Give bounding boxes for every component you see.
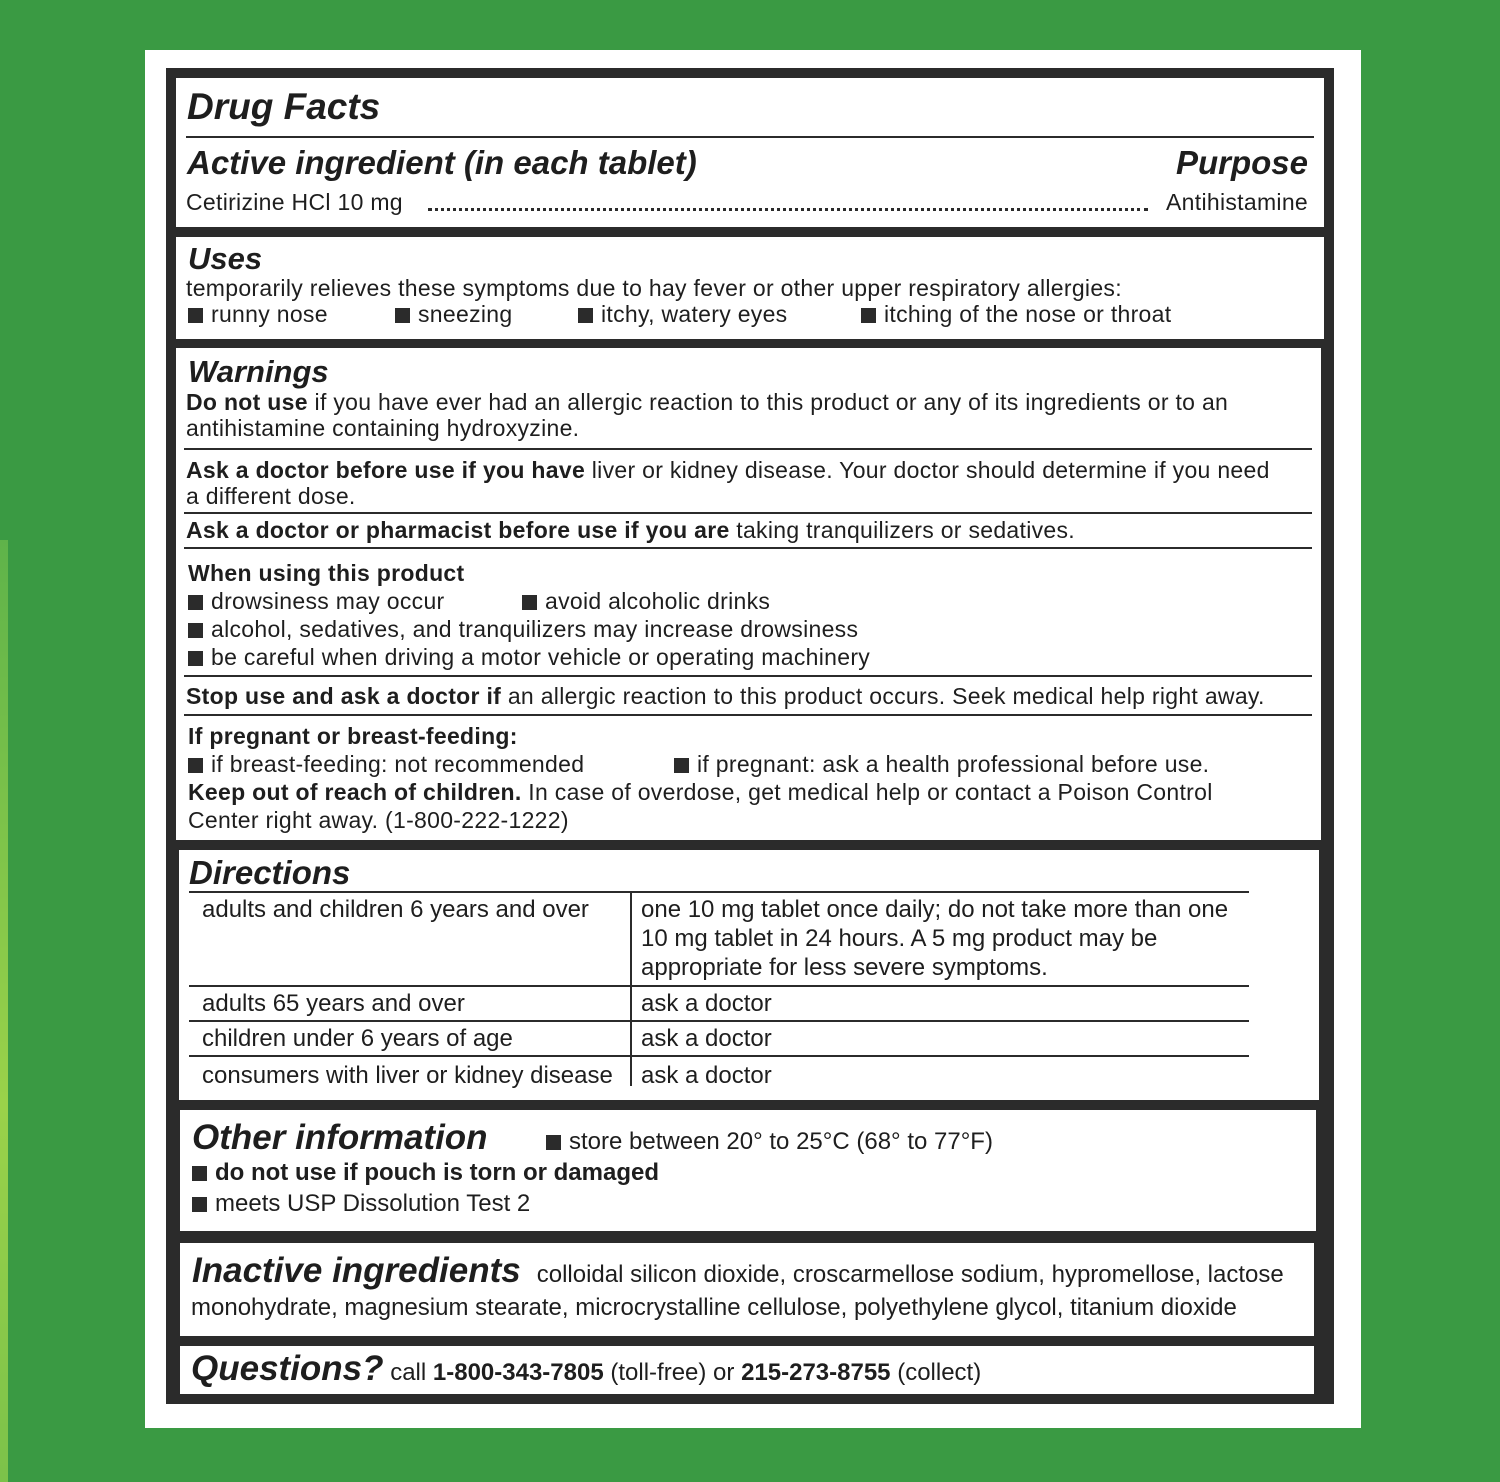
ask-doctor-line: a different dose. (186, 483, 356, 509)
dosage-who: consumers with liver or kidney disease (202, 1062, 613, 1089)
bullet-icon (674, 758, 689, 773)
uses-box (176, 237, 1324, 339)
phone-toll-free: 1-800-343-7805 (432, 1359, 604, 1386)
bullet-icon (188, 308, 203, 323)
do-not-use-line: antihistamine containing hydroxyzine. (186, 415, 580, 441)
when-using-heading: When using this product (188, 560, 465, 586)
inactive-heading: Inactive ingredients (192, 1251, 521, 1290)
pregnant-heading: If pregnant or breast-feeding: (188, 723, 518, 749)
bullet-icon (188, 623, 203, 638)
when-using-item: be careful when driving a motor vehicle or operating machinery (188, 644, 870, 671)
dosage-what: ask a doctor (641, 1025, 772, 1052)
bullet-icon (861, 308, 876, 323)
leader-dots (428, 208, 1148, 211)
bullet-icon (546, 1135, 561, 1150)
bullet-icon (192, 1197, 207, 1212)
when-using-item: avoid alcoholic drinks (522, 588, 770, 615)
bullet-icon (188, 651, 203, 666)
divider (184, 448, 1312, 450)
when-using-item: alcohol, sedatives, and tranquilizers may increase drowsiness (188, 616, 858, 643)
uses-heading: Uses (188, 241, 263, 276)
stop-use-line: Stop use and ask a doctor if an allergic reaction to this product occurs. Seek medical help right away. (186, 683, 1265, 709)
directions-heading: Directions (189, 854, 351, 891)
dosage-who: children under 6 years of age (202, 1025, 513, 1052)
dosage-what: one 10 mg tablet once daily; do not take more than one (641, 896, 1229, 923)
ingredient-purpose: Antihistamine (1166, 189, 1308, 215)
other-info-item: meets USP Dissolution Test 2 (192, 1190, 530, 1218)
when-using-item: drowsiness may occur (188, 588, 445, 615)
dosage-who: adults 65 years and over (202, 990, 465, 1017)
questions-heading: Questions? (191, 1349, 384, 1388)
bullet-icon (188, 595, 203, 610)
page-title: Drug Facts (187, 86, 381, 127)
table-rule (189, 985, 1249, 987)
bullet-icon (522, 595, 537, 610)
questions-box (180, 1346, 1314, 1394)
uses-intro: temporarily relieves these symptoms due to hay fever or other upper respiratory allergies: (186, 275, 1122, 301)
do-not-use-line: Do not use if you have ever had an allergic reaction to this product or any of its ingredients or to an (186, 389, 1229, 415)
other-info-item: do not use if pouch is torn or damaged (192, 1159, 659, 1187)
divider (186, 136, 1314, 138)
active-ingredient-box (176, 78, 1324, 227)
divider (184, 547, 1312, 549)
ask-pharmacist-line: Ask a doctor or pharmacist before use if you are taking tranquilizers or sedatives. (186, 517, 1075, 543)
table-rule (189, 891, 1249, 893)
purpose-heading: Purpose (1175, 144, 1308, 181)
pregnant-item: if breast-feeding: not recommended (188, 751, 584, 778)
uses-item: sneezing (395, 301, 512, 328)
dosage-what: ask a doctor (641, 1062, 772, 1089)
directions-box (179, 850, 1319, 1100)
uses-item: itching of the nose or throat (861, 301, 1171, 328)
bullet-icon (395, 308, 410, 323)
dosage-what: ask a doctor (641, 990, 772, 1017)
package-edge (0, 540, 8, 1482)
phone-collect: 215-273-8755 (741, 1359, 891, 1386)
dosage-what: 10 mg tablet in 24 hours. A 5 mg product may be (641, 925, 1158, 952)
dosage-what: appropriate for less severe symptoms. (641, 954, 1048, 981)
ingredient-name: Cetirizine HCl 10 mg (186, 189, 403, 215)
bullet-icon (578, 308, 593, 323)
keep-out-line: Keep out of reach of children. In case of overdose, get medical help or contact a Poison Control (188, 779, 1213, 805)
other-info-item: store between 20° to 25°C (68° to 77°F) (546, 1128, 993, 1156)
uses-item: itchy, watery eyes (578, 301, 787, 328)
table-rule (189, 1020, 1249, 1022)
keep-out-line: Center right away. (1-800-222-1222) (188, 807, 569, 833)
pregnant-item: if pregnant: ask a health professional before use. (674, 751, 1209, 778)
divider (184, 714, 1312, 716)
bullet-icon (192, 1166, 207, 1181)
bullet-icon (188, 758, 203, 773)
questions-line: Questions? call 1-800-343-7805 (toll-free) or 215-273-8755 (collect) (191, 1349, 982, 1388)
dosage-who: adults and children 6 years and over (202, 896, 589, 923)
inactive-line: monohydrate, magnesium stearate, microcrystalline cellulose, polyethylene glycol, titanium dioxide (191, 1294, 1237, 1321)
warnings-box (176, 348, 1321, 840)
warnings-heading: Warnings (188, 354, 329, 389)
active-ingredient-heading: Active ingredient (in each tablet) (187, 144, 697, 181)
inactive-line: Inactive ingredients colloidal silicon dioxide, croscarmellose sodium, hypromellose, lactose (192, 1251, 1284, 1290)
ask-doctor-line: Ask a doctor before use if you have liver or kidney disease. Your doctor should determine if you need (186, 457, 1270, 483)
other-info-heading: Other information (192, 1118, 488, 1157)
table-rule (189, 1055, 1249, 1057)
divider (184, 512, 1312, 514)
uses-item: runny nose (188, 301, 328, 328)
divider (184, 675, 1312, 677)
inactive-ingredients-box (180, 1243, 1314, 1336)
other-info-box (180, 1110, 1316, 1231)
